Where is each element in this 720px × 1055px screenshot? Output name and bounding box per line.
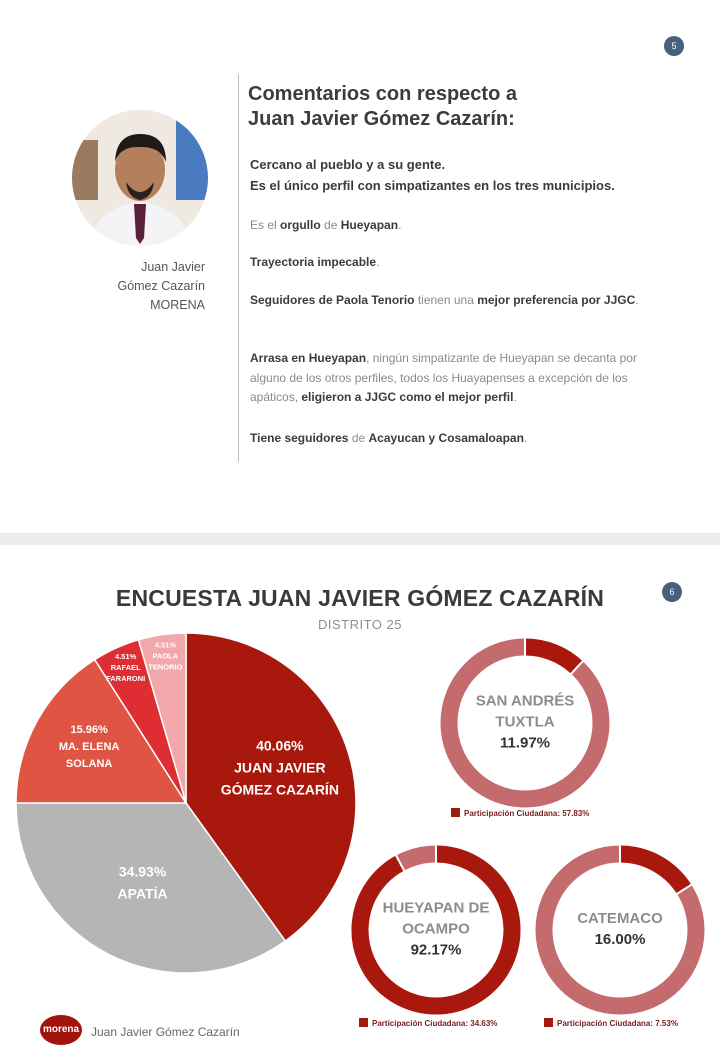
donut-chart-catemaco <box>527 837 713 1023</box>
donut-value-arc <box>525 647 577 668</box>
comment-3: Seguidores de Paola Tenorio tienen una mejor preferencia por JJGC. <box>250 293 639 307</box>
donut-value-label: 92.17% <box>410 941 462 959</box>
legend-text: Participación Ciudadana: 34.63% <box>372 1019 498 1028</box>
donut-label: TUXTLA <box>495 713 555 731</box>
pie-slice-label: 15.96% MA. ELENA SOLANA <box>58 723 120 770</box>
avatar <box>72 110 208 246</box>
lead-line: Es el único perfil con simpatizantes en los tres municipios. <box>250 178 615 193</box>
comment-2: Trayectoria impecable. <box>250 255 380 269</box>
page-number-badge: 6 <box>662 582 682 602</box>
chart-title: ENCUESTA JUAN JAVIER GÓMEZ CAZARÍN <box>115 585 605 611</box>
page-number-badge: 5 <box>664 36 684 56</box>
pie-chart-district <box>0 625 370 985</box>
morena-logo: morena <box>40 1015 82 1045</box>
title-line: Juan Javier Gómez Cazarín: <box>248 108 515 130</box>
donut-label: OCAMPO <box>402 920 470 938</box>
donut-value-label: 11.97% <box>499 734 551 752</box>
donut-chart-san-andres <box>432 630 618 816</box>
caption-line: MORENA <box>150 298 205 312</box>
pie-slices <box>16 633 356 973</box>
divider-line <box>238 74 239 462</box>
donut-value-arc <box>620 854 684 889</box>
pie-slice-label: 4.51% PAOLA TENORIO <box>148 640 183 672</box>
caption-line: Gómez Cazarín <box>117 279 205 293</box>
comment-1: Es el orgullo de Hueyapan. <box>250 218 402 232</box>
lead-text <box>250 154 690 196</box>
page-title <box>248 82 678 132</box>
person-photo-icon <box>72 110 208 246</box>
legend-text: Participación Ciudadana: 57.83% <box>464 809 590 818</box>
donut-value-label: 16.00% <box>594 931 646 948</box>
donut-label: SAN ANDRÉS <box>475 692 575 710</box>
chart-subtitle: DISTRITO 25 <box>317 617 402 632</box>
pie-slice-label: 4.51% RAFAEL FARARONI <box>106 651 146 683</box>
title-line: Comentarios con respecto a <box>248 83 517 105</box>
legend-text: Participación Ciudadana: 7.53% <box>557 1019 678 1028</box>
legend-swatch <box>359 1018 368 1027</box>
donut-label: CATEMACO <box>577 910 663 927</box>
photo-caption <box>60 258 205 315</box>
legend-hueyapan <box>359 1018 497 1028</box>
footer-name: Juan Javier Gómez Cazarín <box>91 1025 240 1039</box>
donut-chart-hueyapan <box>343 837 529 1023</box>
comment-4: Arrasa en Hueyapan, ningún simpatizante de Hueyapan se decanta por alguno de los otros perfiles, todos los Huayapenses a excepción de los apáticos, eligieron a JJGC como el mejor perfil. <box>250 351 637 404</box>
donut-label: HUEYAPAN DE <box>382 899 490 917</box>
legend-swatch <box>544 1018 553 1027</box>
pie-slice-label: 34.93% APATÍA <box>117 863 168 902</box>
caption-line: Juan Javier <box>141 260 205 274</box>
legend-san-andres <box>451 808 589 818</box>
comment-5: Tiene seguidores de Acayucan y Cosamaloapan. <box>250 431 528 445</box>
lead-line: Cercano al pueblo y a su gente. <box>250 157 446 172</box>
legend-swatch <box>451 808 460 817</box>
legend-catemaco <box>544 1018 678 1028</box>
pie-slice-label: 40.06% JUAN JAVIER GÓMEZ CAZARÍN <box>220 737 339 798</box>
slide-survey <box>0 545 720 1055</box>
